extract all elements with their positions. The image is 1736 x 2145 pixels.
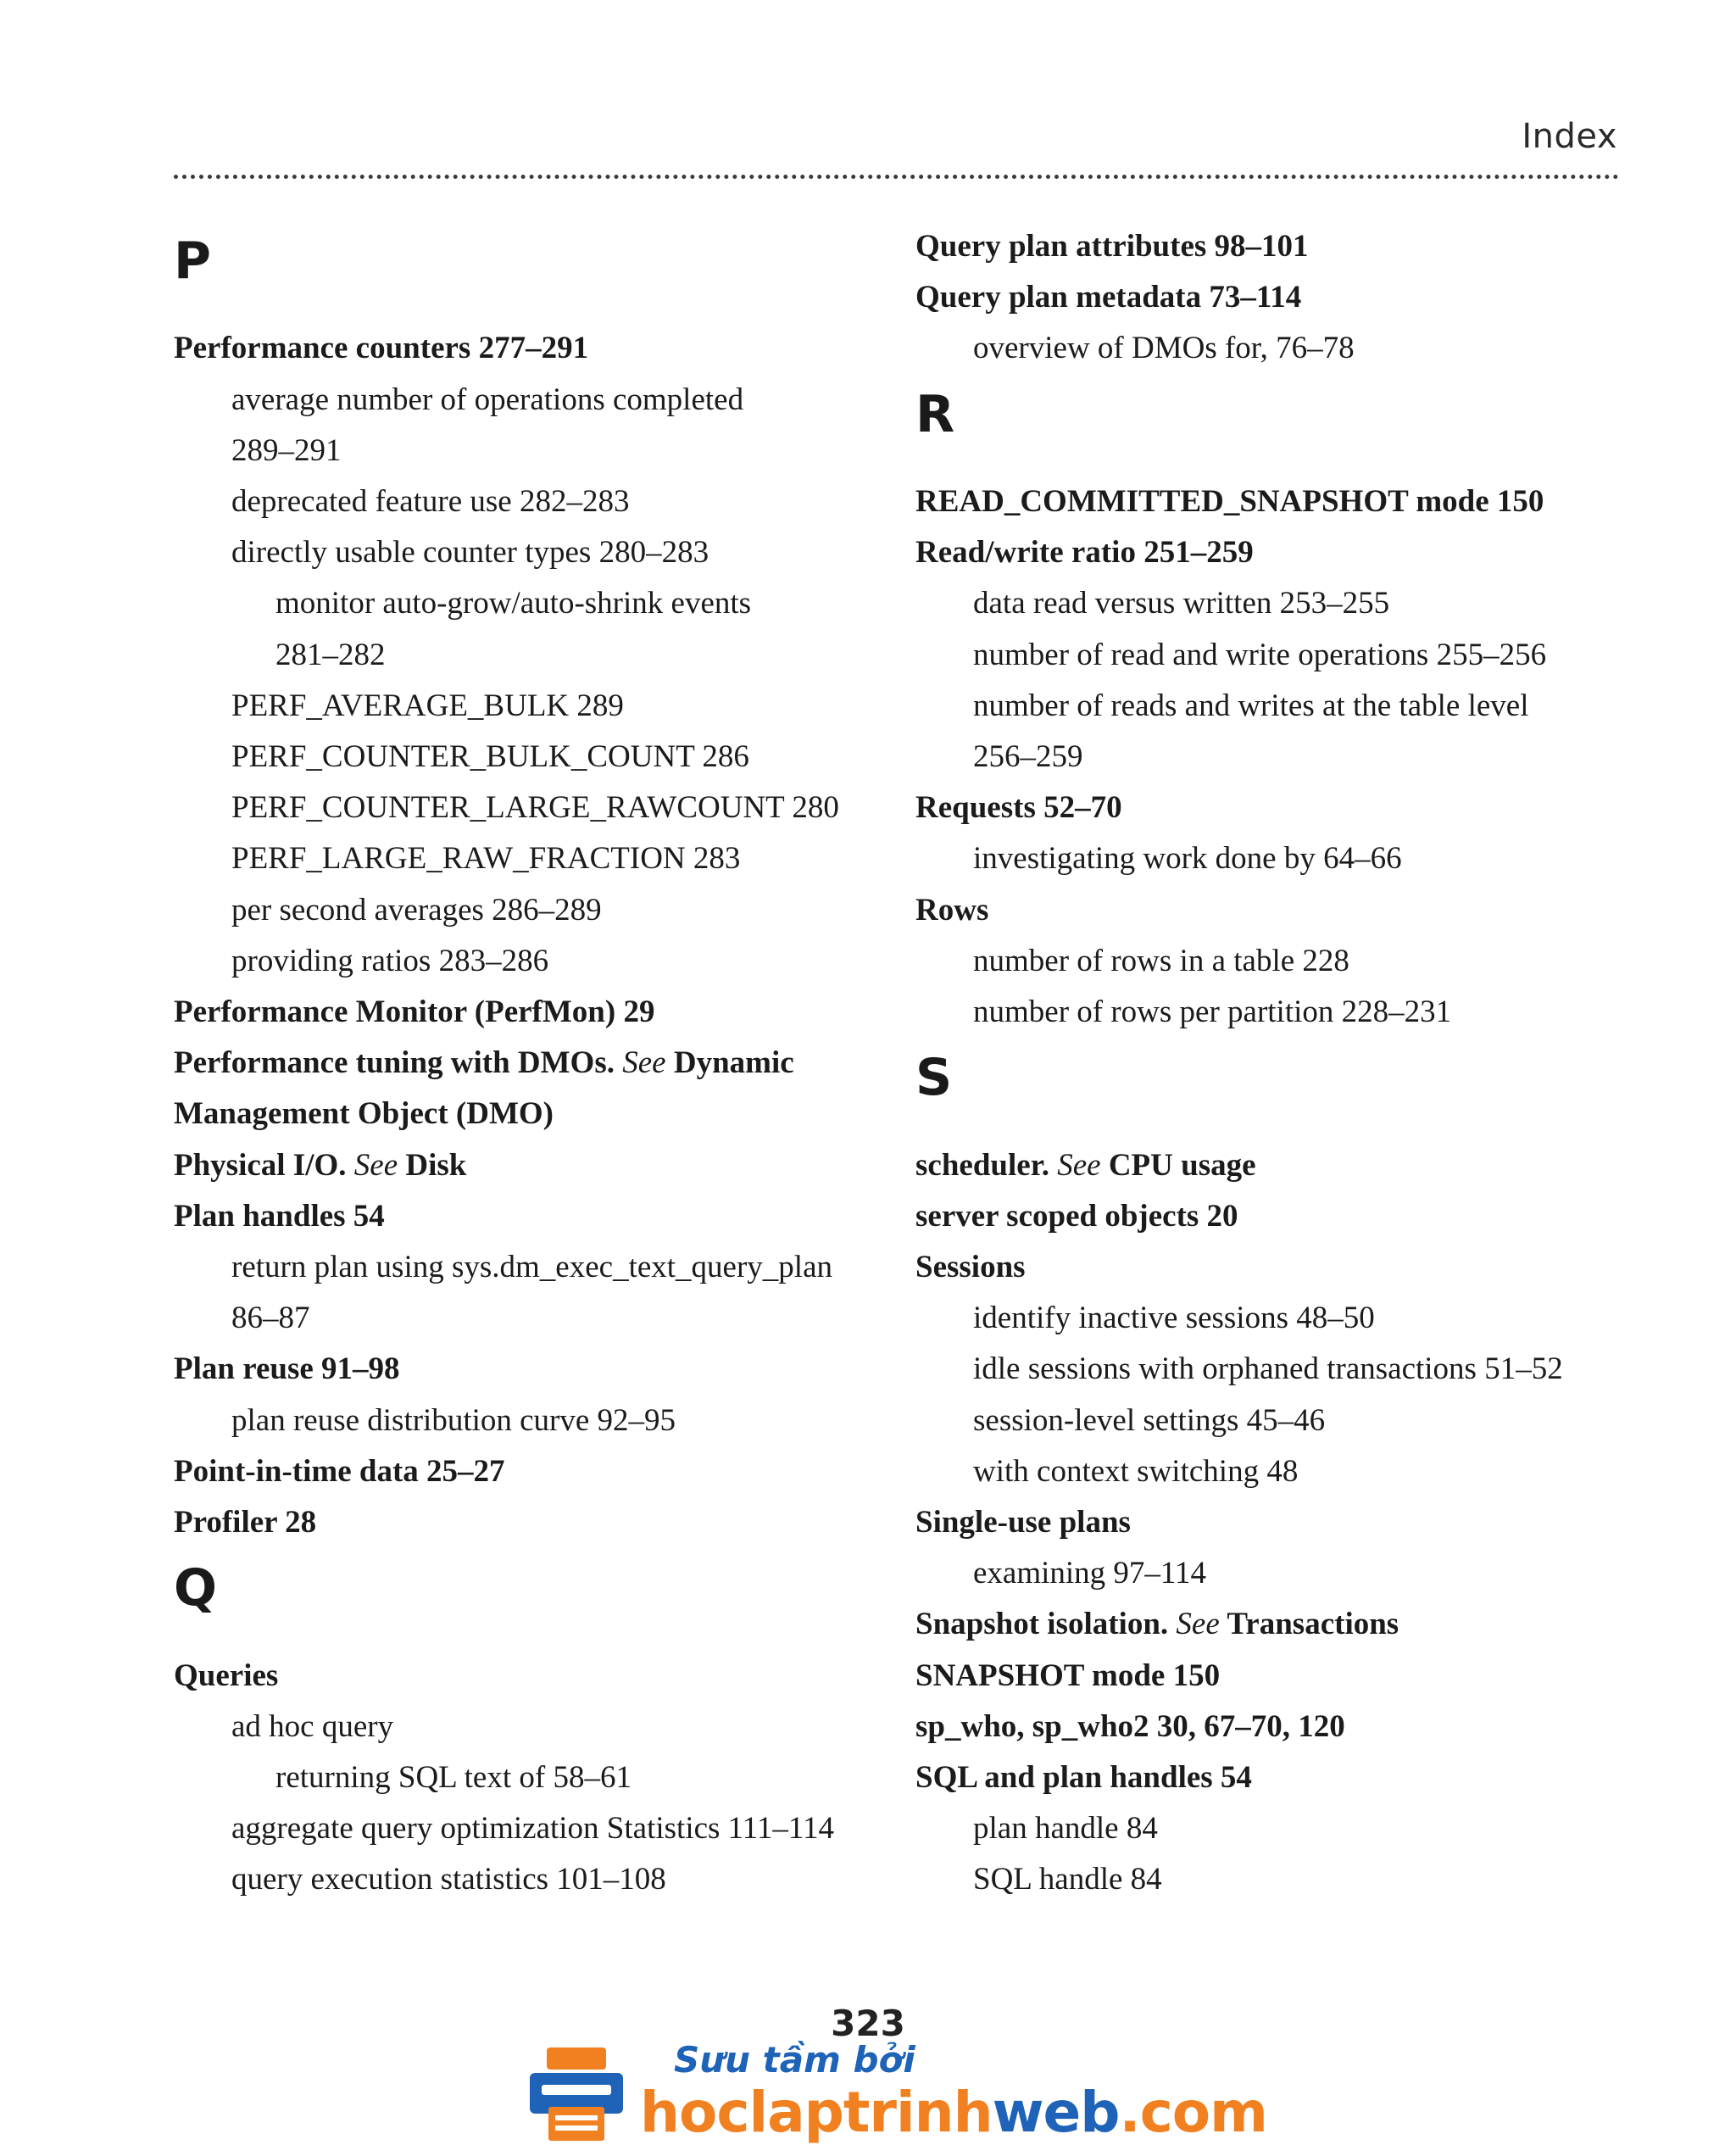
entry-text: directly usable counter types 280–283 xyxy=(231,535,709,571)
index-subentry-plan-handle-84 xyxy=(973,1811,1158,1847)
entry-text: READ_COMMITTED_SNAPSHOT mode 150 xyxy=(915,484,1544,519)
entry-text: Requests 52–70 xyxy=(915,790,1122,826)
entry-text: 86–87 xyxy=(231,1301,310,1336)
index-entry-single-use-plans xyxy=(915,1507,1131,1538)
index-entry-query-plan-attributes-98-101 xyxy=(915,231,1309,262)
index-subentry-monitor-auto-grow-auto-shrink-events xyxy=(275,588,751,619)
entry-text: Performance Monitor (PerfMon) 29 xyxy=(174,994,655,1029)
entry-text: Performance counters 277–291 xyxy=(174,331,589,366)
entry-text: PERF_AVERAGE_BULK 289 xyxy=(231,688,624,723)
entry-text: idle sessions with orphaned transactions 51–52 xyxy=(973,1351,1563,1387)
entry-text: query execution statistics 101–108 xyxy=(231,1862,666,1897)
index-entry-sql-and-plan-handles-54 xyxy=(915,1762,1252,1793)
entry-text: 289–291 xyxy=(231,432,342,468)
index-subentry-data-read-versus-written-253-255 xyxy=(973,588,1389,619)
index-entry-snapshot-isolation-see-transactions xyxy=(915,1608,1399,1640)
entry-text: plan handle 84 xyxy=(973,1811,1158,1847)
entry-text: PERF_LARGE_RAW_FRACTION 283 xyxy=(231,841,741,877)
entry-text: SNAPSHOT mode 150 xyxy=(915,1658,1221,1693)
index-entry-plan-handles-54 xyxy=(174,1198,385,1234)
index-subentry-86-87 xyxy=(231,1302,310,1334)
entry-text: PERF_COUNTER_BULK_COUNT 286 xyxy=(231,739,749,774)
entry-text: CPU usage xyxy=(1100,1147,1256,1183)
entry-text: PERF_COUNTER_LARGE_RAWCOUNT 280 xyxy=(231,790,839,826)
index-subentry-identify-inactive-sessions-48-50 xyxy=(973,1302,1375,1334)
index-entry-physical-i-o-see-disk xyxy=(174,1147,467,1183)
entry-text: 256–259 xyxy=(973,739,1083,774)
entry-text: number of rows per partition 228–231 xyxy=(973,994,1452,1029)
entry-text: number of rows in a table 228 xyxy=(973,943,1349,978)
watermark-brand-part3: .com xyxy=(1119,2080,1267,2145)
index-entry-point-in-time-data-25-27 xyxy=(174,1453,505,1489)
index-entry-rows xyxy=(915,894,988,926)
index-subentry-256-259 xyxy=(973,741,1083,772)
entry-text: scheduler. xyxy=(915,1147,1058,1183)
entry-text: Plan handles 54 xyxy=(174,1198,385,1234)
index-entry-read-committed-snapshot-mode-150 xyxy=(915,486,1544,517)
entry-text: overview of DMOs for, 76–78 xyxy=(973,331,1355,366)
entry-text: monitor auto-grow/auto-shrink events xyxy=(275,586,752,621)
entry-text: investigating work done by 64–66 xyxy=(973,841,1402,877)
index-subentry-average-number-of-operations-completed xyxy=(231,384,743,415)
index-subentry-examining-97-114 xyxy=(973,1557,1206,1589)
index-subentry-perf-counter-large-rawcount-280 xyxy=(231,790,839,826)
index-subentry-perf-counter-bulk-count-286 xyxy=(231,741,749,772)
entry-text: identify inactive sessions 48–50 xyxy=(973,1301,1375,1336)
entry-text: number of reads and writes at the table level xyxy=(973,688,1529,723)
index-subentry-281-282 xyxy=(275,639,386,671)
watermark-brand-part1: hoclaptrinh xyxy=(640,2080,993,2145)
see-reference: See xyxy=(353,1147,398,1183)
entry-text: Management Object (DMO) xyxy=(174,1096,554,1132)
index-subentry-directly-usable-counter-types-280-283 xyxy=(231,535,709,571)
printer-logo-icon xyxy=(530,2048,623,2142)
entry-text: ad hoc query xyxy=(231,1708,394,1744)
index-subentry-289-291 xyxy=(231,432,342,468)
entry-text: with context switching 48 xyxy=(973,1453,1299,1489)
entry-text: Physical I/O. xyxy=(174,1147,354,1183)
index-entry-performance-monitor-perfmon-29 xyxy=(174,996,654,1028)
see-reference: See xyxy=(1176,1607,1220,1642)
index-subentry-query-execution-statistics-101-108 xyxy=(231,1864,666,1895)
section-letter-s: S xyxy=(915,1048,953,1108)
watermark-brand xyxy=(640,2080,1267,2145)
watermark-brand-part2: web xyxy=(992,2080,1120,2145)
section-letter-q: Q xyxy=(174,1558,218,1618)
index-subentry-ad-hoc-query xyxy=(231,1708,394,1744)
see-reference: See xyxy=(1057,1147,1101,1183)
entry-text: providing ratios 283–286 xyxy=(231,943,549,978)
watermark-logo xyxy=(530,2039,1267,2145)
index-subentry-idle-sessions-with-orphaned-transactions xyxy=(973,1351,1563,1387)
index-entry-read-write-ratio-251-259 xyxy=(915,535,1254,571)
entry-text: average number of operations completed xyxy=(231,382,744,417)
entry-text: 281–282 xyxy=(275,637,386,672)
entry-text: data read versus written 253–255 xyxy=(973,586,1390,621)
index-entry-performance-counters-277-291 xyxy=(174,332,588,364)
index-subentry-session-level-settings-45-46 xyxy=(973,1402,1326,1438)
entry-text: returning SQL text of 58–61 xyxy=(275,1760,632,1795)
entry-text: SQL and plan handles 54 xyxy=(915,1760,1252,1795)
index-subentry-overview-of-dmos-for-76-78 xyxy=(973,332,1355,364)
entry-text: number of read and write operations 255–256 xyxy=(973,637,1547,672)
entry-text: session-level settings 45–46 xyxy=(973,1402,1326,1438)
index-subentry-per-second-averages-286-289 xyxy=(231,894,602,926)
entry-text: deprecated feature use 282–283 xyxy=(231,484,630,519)
entry-text: Plan reuse 91–98 xyxy=(174,1351,400,1387)
section-letter-r: R xyxy=(915,384,955,444)
index-entry-server-scoped-objects-20 xyxy=(915,1198,1238,1234)
index-entry-scheduler-see-cpu-usage xyxy=(915,1147,1256,1183)
entry-text: sp_who, sp_who2 30, 67–70, 120 xyxy=(915,1708,1345,1744)
entry-text: Sessions xyxy=(915,1250,1026,1284)
index-entry-plan-reuse-91-98 xyxy=(174,1351,400,1387)
entry-text: Rows xyxy=(915,892,989,928)
index-entry-profiler-28 xyxy=(174,1507,316,1538)
entry-text: SQL handle 84 xyxy=(973,1862,1162,1897)
index-subentry-sql-handle-84 xyxy=(973,1864,1162,1895)
entry-text: Snapshot isolation. xyxy=(915,1607,1177,1642)
index-entry-performance-tuning-with-dmos-see-dynamic xyxy=(174,1045,794,1081)
watermark-tagline: Sưu tầm bởi xyxy=(674,2039,915,2081)
running-header-title: Index xyxy=(1522,117,1617,156)
entry-text: Single-use plans xyxy=(915,1505,1131,1540)
entry-text: Query plan metadata 73–114 xyxy=(915,280,1302,315)
header-dotted-rule xyxy=(174,175,1619,179)
entry-text: Transactions xyxy=(1219,1607,1399,1642)
index-subentry-with-context-switching-48 xyxy=(973,1453,1299,1489)
index-subentry-deprecated-feature-use-282-283 xyxy=(231,486,629,517)
see-reference: See xyxy=(622,1045,666,1081)
entry-text: per second averages 286–289 xyxy=(231,892,602,928)
index-subentry-providing-ratios-283-286 xyxy=(231,945,548,977)
index-subentry-aggregate-query-optimization-statistics- xyxy=(231,1811,835,1847)
entry-text: server scoped objects 20 xyxy=(915,1198,1238,1234)
entry-text: Read/write ratio 251–259 xyxy=(915,535,1254,571)
entry-text: aggregate query optimization Statistics 111–114 xyxy=(231,1811,835,1847)
index-subentry-returning-sql-text-of-58-61 xyxy=(275,1762,632,1793)
entry-text: Query plan attributes 98–101 xyxy=(915,229,1309,264)
entry-text: Performance tuning with DMOs. xyxy=(174,1045,623,1081)
index-entry-sp-who-sp-who2-30-67-70-120 xyxy=(915,1708,1345,1744)
entry-text: Point-in-time data 25–27 xyxy=(174,1453,505,1489)
entry-text: Profiler 28 xyxy=(174,1505,317,1540)
entry-text: Disk xyxy=(398,1147,467,1183)
index-subentry-plan-reuse-distribution-curve-92-95 xyxy=(231,1402,676,1438)
entry-text: return plan using sys.dm_exec_text_query_plan xyxy=(231,1250,832,1284)
index-subentry-perf-average-bulk-289 xyxy=(231,690,624,722)
index-subentry-perf-large-raw-fraction-283 xyxy=(231,841,741,877)
index-entry-sessions xyxy=(915,1251,1026,1283)
entry-text: Queries xyxy=(174,1658,279,1693)
index-entry-queries xyxy=(174,1660,278,1691)
index-entry-query-plan-metadata-73-114 xyxy=(915,281,1301,313)
index-subentry-return-plan-using-sys-dm-exec-text-query xyxy=(231,1251,832,1283)
index-entry-requests-52-70 xyxy=(915,790,1122,826)
index-subentry-number-of-reads-and-writes-at-the-table- xyxy=(973,690,1528,722)
index-subentry-number-of-rows-in-a-table-228 xyxy=(973,945,1349,977)
entry-text: Dynamic xyxy=(665,1045,794,1081)
entry-text: plan reuse distribution curve 92–95 xyxy=(231,1402,676,1438)
section-letter-p: P xyxy=(174,231,211,291)
index-entry-management-object-dmo xyxy=(174,1096,554,1132)
index-entry-snapshot-mode-150 xyxy=(915,1660,1220,1691)
index-subentry-number-of-read-and-write-operations-255- xyxy=(973,639,1546,671)
index-subentry-number-of-rows-per-partition-228-231 xyxy=(973,996,1451,1028)
page-number: 323 xyxy=(831,2003,905,2044)
entry-text: examining 97–114 xyxy=(973,1556,1207,1591)
index-subentry-investigating-work-done-by-64-66 xyxy=(973,841,1402,877)
